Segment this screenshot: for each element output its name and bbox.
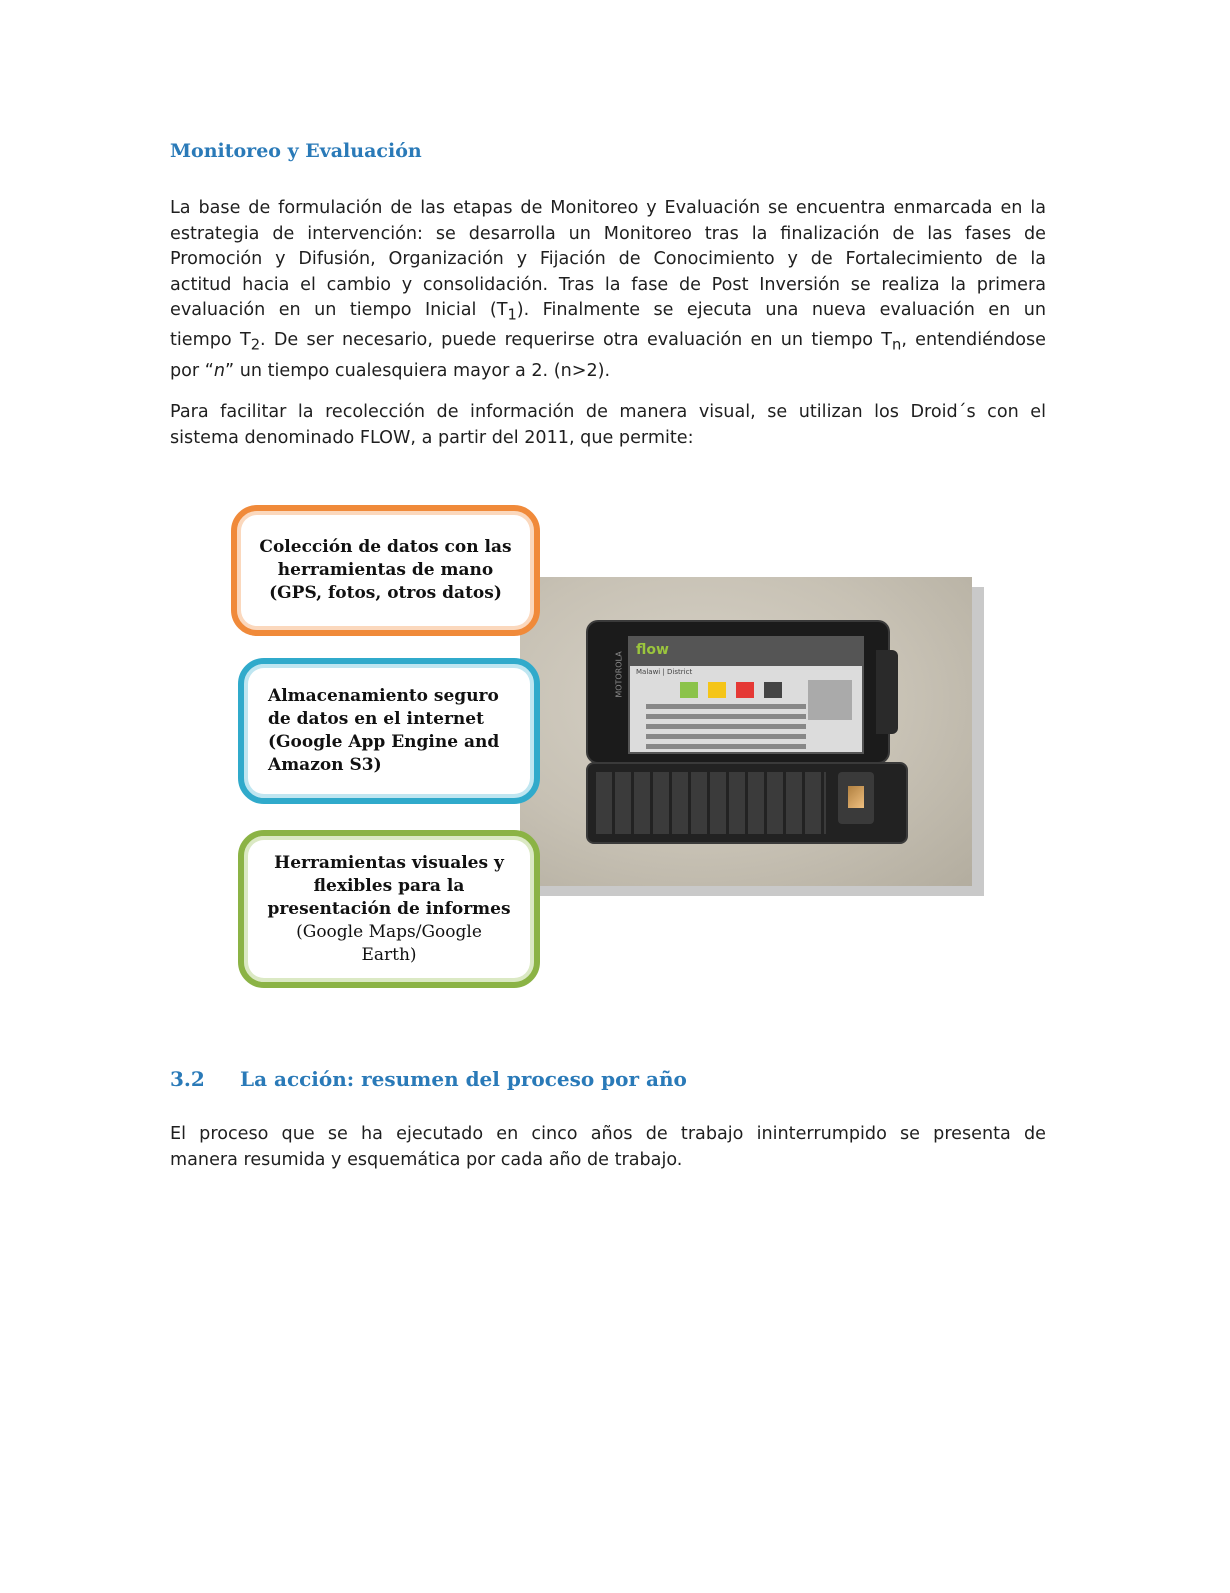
section-title: Monitoreo y Evaluación (170, 140, 422, 162)
text-segment: . De ser necesario, puede requerirse otra evaluación en un tiempo T (260, 330, 893, 351)
text-line: Promoción y Difusión, Organización y Fijación de Conocimiento y de Fortalecimiento de la (170, 249, 1046, 270)
phone-side-buttons (876, 650, 898, 734)
text-segment: , entendiéndose (901, 330, 1046, 351)
text-line: Para facilitar la recolección de información de manera visual, se utilizan los Droid´s con el (170, 402, 1046, 422)
text-line: estrategia de intervención: se desarrolla un Monitoreo tras la finalización de las fases de (170, 223, 1046, 244)
app-tile-icon (708, 682, 726, 698)
app-breadcrumb (636, 668, 692, 676)
app-logo: flow (636, 642, 669, 658)
card-data-collection (231, 505, 540, 636)
text-line (170, 328, 1046, 358)
phone-screen-body (586, 620, 890, 764)
paragraph-process (170, 1122, 1046, 1173)
crumb: | District (660, 668, 692, 676)
card-line: presentación de informes (267, 898, 511, 919)
text-line: El proceso que se ha ejecutado en cinco años de trabajo ininterrumpido se presenta de (170, 1124, 1046, 1144)
subscript: 1 (507, 306, 517, 324)
text-line (170, 298, 1046, 328)
section-heading-3-2 (170, 1067, 687, 1091)
dpad-icon (838, 772, 874, 824)
data-row (646, 724, 806, 729)
section-number: 3.2 (170, 1067, 205, 1091)
data-row (646, 734, 806, 739)
card-line: Herramientas visuales y (274, 852, 504, 873)
text-segment: ). Finalmente se ejecuta una nueva evaluación en un (516, 300, 1046, 321)
keyboard-keys (596, 772, 826, 834)
phone-brand: MOTOROLA (614, 651, 624, 698)
app-tile-icon (680, 682, 698, 698)
text-line: La base de formulación de las etapas de Monitoreo y Evaluación se encuentra enmarcada en la (170, 198, 1046, 218)
data-row (646, 744, 806, 749)
card-secure-storage (238, 658, 540, 804)
paragraph-flow (170, 400, 1046, 451)
card-line: Amazon S3) (268, 755, 382, 775)
phone-illustration (586, 620, 886, 840)
text-line: manera resumida y esquemática por cada año de trabajo. (170, 1149, 683, 1170)
app-tile-icon (736, 682, 754, 698)
text-segment: por “ (170, 360, 214, 381)
card-visual-tools (238, 830, 540, 988)
map-thumbnail-icon (808, 680, 852, 720)
italic-variable: n (213, 360, 226, 381)
card-line: de datos en el internet (268, 709, 484, 729)
card-line: (GPS, fotos, otros datos) (269, 583, 502, 603)
data-row (646, 704, 806, 709)
text-line (170, 359, 1046, 385)
text-line: actitud hacia el cambio y consolidación. Tras la fase de Post Inversión se realiza la primera (170, 274, 1046, 295)
phone-screen (628, 636, 864, 754)
card-line: flexibles para la (313, 875, 465, 896)
droid-phone-photo (520, 577, 972, 886)
paragraph-monitoring (170, 196, 1046, 384)
subscript: 2 (250, 337, 261, 354)
crumb: Malawi (636, 668, 661, 676)
section-title-text: La acción: resumen del proceso por año (240, 1067, 687, 1091)
app-tile-icon (764, 682, 782, 698)
text-segment: tiempo T (170, 330, 251, 351)
phone-keyboard (586, 762, 908, 844)
card-line: Almacenamiento seguro (268, 686, 499, 706)
text-segment: ” un tiempo cualesquiera mayor a 2. (n>2). (225, 360, 611, 381)
text-line: sistema denominado FLOW, a partir del 2011, que permite: (170, 427, 694, 448)
text-segment: evaluación en un tiempo Inicial (T (170, 300, 508, 321)
card-line: Colección de datos con las (259, 537, 512, 557)
card-line: (Google App Engine and (268, 732, 500, 752)
card-line: (Google Maps/Google (296, 921, 482, 942)
subscript: n (892, 337, 902, 354)
card-line: herramientas de mano (277, 560, 494, 580)
card-line: Earth) (361, 944, 417, 965)
data-row (646, 714, 806, 719)
